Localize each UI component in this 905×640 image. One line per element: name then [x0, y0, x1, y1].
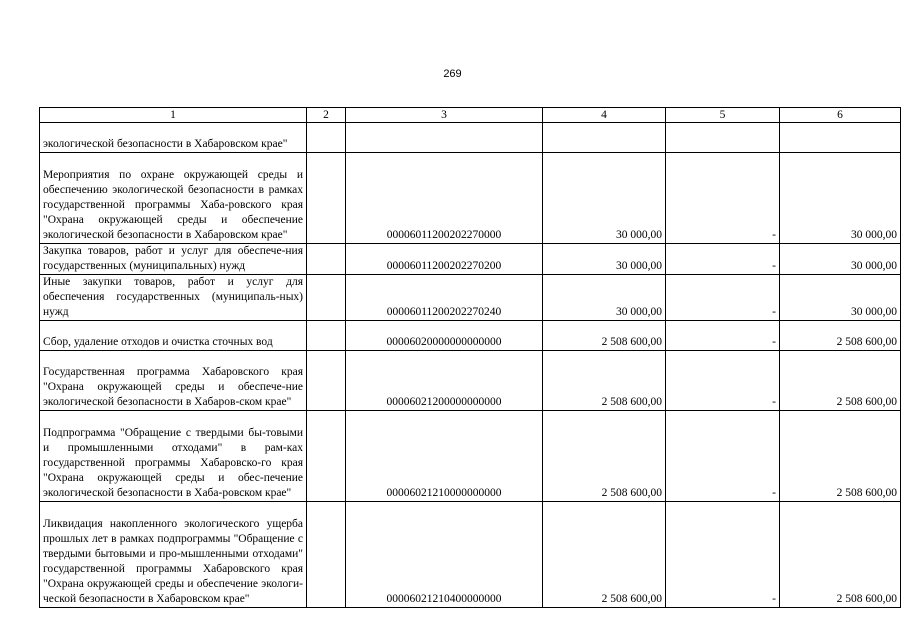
- row-name-cell: Ликвидация накопленного экологического ущерба прошлых лет в рамках подпрограммы "Обращение с твердыми бытовыми и про-мышленными отходами" государственной программы Хабаровского края "Охрана окружающей среды и обеспечение экологи-ческой безопасности в Хабаровском крае": [40, 502, 307, 608]
- amount-cell: 2 508 600,00: [543, 502, 666, 608]
- row-name-cell: Иные закупки товаров, работ и услуг для обеспечения государственных (муниципаль-ных) нужд: [40, 275, 307, 321]
- row-name-cell: Закупка товаров, работ и услуг для обеспече-ния государственных (муниципальных) нужд: [40, 244, 307, 275]
- page-number: 269: [443, 68, 462, 80]
- total-cell: [780, 123, 901, 153]
- col2-cell: [307, 153, 346, 244]
- amount-cell: 2 508 600,00: [543, 351, 666, 411]
- change-cell: -: [666, 411, 780, 502]
- col2-cell: [307, 275, 346, 321]
- code-cell: 00006021210000000000: [346, 411, 543, 502]
- amount-cell: 2 508 600,00: [543, 321, 666, 351]
- col2-cell: [307, 502, 346, 608]
- amount-cell: 30 000,00: [543, 275, 666, 321]
- row-name-cell: экологической безопасности в Хабаровском крае": [40, 123, 307, 153]
- change-cell: -: [666, 244, 780, 275]
- col2-cell: [307, 411, 346, 502]
- table-row: [40, 153, 901, 244]
- code-cell: 00006011200202270240: [346, 275, 543, 321]
- code-cell: 00006011200202270000: [346, 153, 543, 244]
- code-cell: 00006021200000000000: [346, 351, 543, 411]
- total-cell: 2 508 600,00: [780, 321, 901, 351]
- table-row: [40, 244, 901, 275]
- change-cell: -: [666, 351, 780, 411]
- table-row: [40, 411, 901, 502]
- amount-cell: 30 000,00: [543, 153, 666, 244]
- code-cell: [346, 123, 543, 153]
- row-name-cell: Сбор, удаление отходов и очистка сточных вод: [40, 321, 307, 351]
- column-header: 6: [780, 108, 901, 123]
- amount-cell: 30 000,00: [543, 244, 666, 275]
- change-cell: -: [666, 275, 780, 321]
- change-cell: -: [666, 502, 780, 608]
- col2-cell: [307, 123, 346, 153]
- total-cell: 30 000,00: [780, 153, 901, 244]
- change-cell: [666, 123, 780, 153]
- column-header: 5: [666, 108, 780, 123]
- row-name-cell: Государственная программа Хабаровского края "Охрана окружающей среды и обеспече-ние экологической безопасности в Хабаров-ском крае": [40, 351, 307, 411]
- col2-cell: [307, 321, 346, 351]
- table-row: [40, 351, 901, 411]
- col2-cell: [307, 244, 346, 275]
- amount-cell: [543, 123, 666, 153]
- row-name-cell: Мероприятия по охране окружающей среды и обеспечению экологической безопасности в рамках государственной программы Хаба-ровского края "Охрана окружающей среды и обеспечение экологической безопасности в Хабаровском крае": [40, 153, 307, 244]
- table-row: [40, 275, 901, 321]
- column-header: 4: [543, 108, 666, 123]
- code-cell: 00006021210400000000: [346, 502, 543, 608]
- row-name-cell: Подпрограмма "Обращение с твердыми бы-товыми и промышленными отходами" в рам-ках государственной программы Хабаровско-го края "Охрана окружающей среды и обес-печение экологической безопасности в Хаба-ровском крае": [40, 411, 307, 502]
- total-cell: 30 000,00: [780, 244, 901, 275]
- total-cell: 30 000,00: [780, 275, 901, 321]
- table-row: [40, 321, 901, 351]
- total-cell: 2 508 600,00: [780, 411, 901, 502]
- column-header: 1: [40, 108, 307, 123]
- code-cell: 00006020000000000000: [346, 321, 543, 351]
- change-cell: -: [666, 321, 780, 351]
- column-header: 3: [346, 108, 543, 123]
- total-cell: 2 508 600,00: [780, 502, 901, 608]
- amount-cell: 2 508 600,00: [543, 411, 666, 502]
- table-header-row: [40, 108, 901, 123]
- table-row: [40, 123, 901, 153]
- column-header: 2: [307, 108, 346, 123]
- code-cell: 00006011200202270200: [346, 244, 543, 275]
- change-cell: -: [666, 153, 780, 244]
- col2-cell: [307, 351, 346, 411]
- budget-table: [39, 107, 901, 608]
- total-cell: 2 508 600,00: [780, 351, 901, 411]
- table-row: [40, 502, 901, 608]
